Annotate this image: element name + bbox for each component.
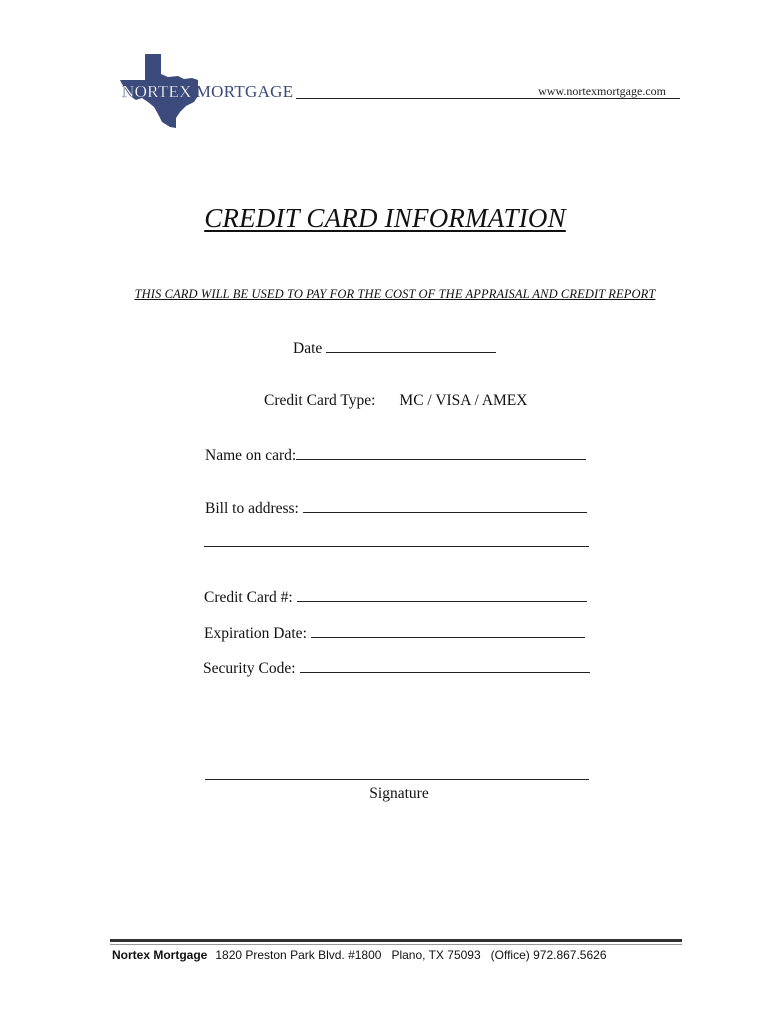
card-type-field xyxy=(264,392,527,410)
bill-to-address-field xyxy=(205,498,587,518)
expiration-date-label: Expiration Date: xyxy=(204,625,307,642)
bill-to-address-label: Bill to address: xyxy=(205,500,299,517)
credit-card-number-line[interactable] xyxy=(297,587,587,602)
website-url: www.nortexmortgage.com xyxy=(538,84,666,98)
page-title: CREDIT CARD INFORMATION xyxy=(204,203,566,233)
expiration-date-line[interactable] xyxy=(311,623,585,638)
footer-rule xyxy=(110,939,682,942)
date-input-line[interactable] xyxy=(326,338,496,353)
brand-first: NORTEX xyxy=(122,82,192,101)
security-code-line[interactable] xyxy=(300,658,590,673)
card-type-label: Credit Card Type: xyxy=(264,392,376,409)
date-field xyxy=(293,338,496,358)
signature-label: Signature xyxy=(369,785,429,802)
credit-card-number-field xyxy=(204,587,587,607)
name-on-card-line[interactable] xyxy=(296,445,586,460)
footer xyxy=(112,948,607,962)
footer-address: 1820 Preston Park Blvd. #1800 xyxy=(215,948,382,962)
expiration-date-field xyxy=(204,623,585,643)
footer-phone: (Office) 972.867.5626 xyxy=(490,948,607,962)
name-on-card-label: Name on card: xyxy=(205,447,297,464)
brand-name xyxy=(122,82,293,102)
notice-text: THIS CARD WILL BE USED TO PAY FOR THE COST OF THE APPRAISAL AND CREDIT REPORT xyxy=(134,287,656,301)
brand-second: MORTGAGE xyxy=(195,82,294,101)
letterhead xyxy=(118,52,680,132)
footer-rule-thin xyxy=(110,944,682,945)
card-type-options[interactable]: MC / VISA / AMEX xyxy=(399,392,528,409)
signature-line[interactable] xyxy=(205,779,589,780)
name-on-card-field xyxy=(205,445,586,465)
date-label: Date xyxy=(293,340,323,357)
security-code-label: Security Code: xyxy=(203,660,296,677)
security-code-field xyxy=(203,658,590,678)
bill-to-address-line-2[interactable] xyxy=(204,546,589,547)
footer-city: Plano, TX 75093 xyxy=(391,948,481,962)
bill-to-address-line[interactable] xyxy=(303,498,587,513)
footer-company: Nortex Mortgage xyxy=(112,948,208,962)
credit-card-number-label: Credit Card #: xyxy=(204,589,293,606)
